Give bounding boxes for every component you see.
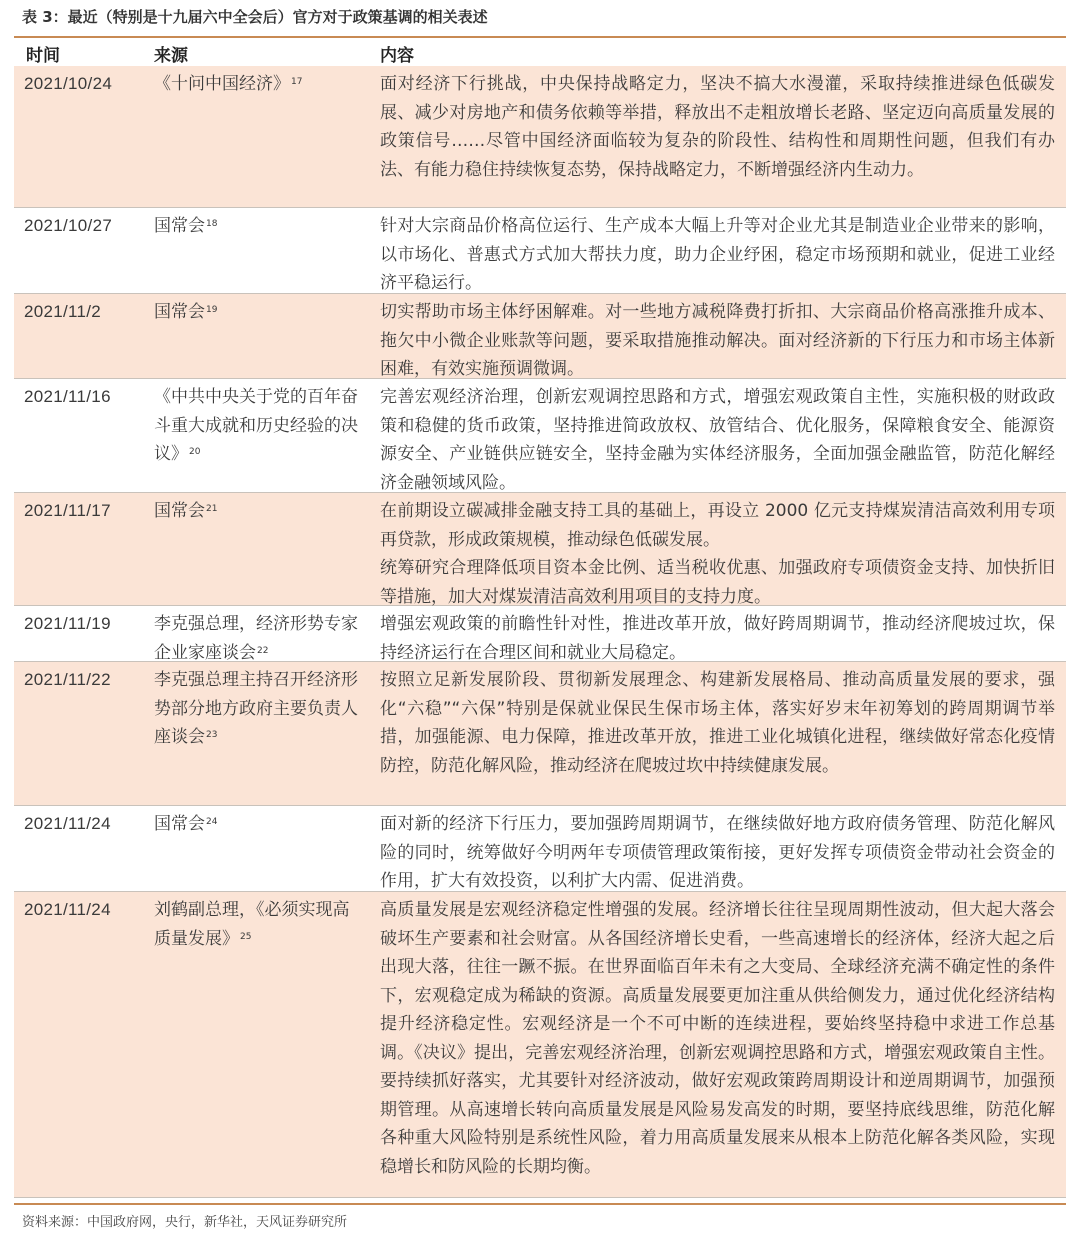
row-source: [154, 666, 364, 752]
row-source: [154, 70, 364, 99]
table-row: [14, 606, 1066, 662]
table-row: [14, 208, 1066, 294]
footnote-ref: 20: [189, 447, 201, 457]
row-time: 2021/10/24: [24, 74, 113, 93]
content-paragraph: 完善宏观经济治理，创新宏观调控思路和方式，增强宏观政策自主性，实施积极的财政政策和稳健的货币政策，坚持推进简政放权、放管结合、优化服务，保障粮食安全、能源资源安全、产业链供应链安全，坚持金融为实体经济服务，全面加强金融监管，防范化解经济金融领域风险。: [380, 387, 1055, 493]
source-footnote: 资料来源：中国政府网，央行，新华社，天风证券研究所: [22, 1215, 348, 1230]
table-row: [14, 493, 1066, 606]
row-content: [380, 610, 1055, 667]
row-source: [154, 298, 364, 327]
row-time: 2021/11/24: [24, 900, 111, 919]
content-paragraph: 面对经济下行挑战，中央保持战略定力，坚决不搞大水漫灌，采取持续推进绿色低碳发展、减少对房地产和债务依赖等举措，释放出不走粗放增长老路、坚定迈向高质量发展的政策信号……尽管中国经济面临较为复杂的阶段性、结构性和周期性问题，但我们有办法、有能力稳住持续恢复态势，保持战略定力，不断增强经济内生动力。: [380, 74, 1055, 180]
content-paragraph: 统筹研究合理降低项目资本金比例、适当税收优惠、加强政府专项债资金支持、加快折旧等措施，加大对煤炭清洁高效利用项目的支持力度。: [380, 558, 1055, 607]
row-time: 2021/11/17: [24, 501, 111, 520]
footnote-ref: 23: [206, 730, 218, 740]
row-source-text: 国常会: [154, 501, 205, 521]
row-source-text: 国常会: [154, 302, 205, 322]
table-row: [14, 379, 1066, 493]
row-time: 2021/11/19: [24, 614, 111, 633]
content-paragraph: 按照立足新发展阶段、贯彻新发展理念、构建新发展格局、推动高质量发展的要求，强化“六稳”“六保”特别是保就业保民生保市场主体，落实好岁末年初筹划的跨周期调节举措，加强能源、电力保障，推进改革开放，推进工业化城镇化进程，继续做好常态化疫情防控，防范化解风险，推动经济在爬坡过坎中持续健康发展。: [380, 670, 1055, 776]
row-content: [380, 497, 1055, 611]
content-paragraph: 针对大宗商品价格高位运行、生产成本大幅上升等对企业尤其是制造业企业带来的影响，以市场化、普惠式方式加大帮扶力度，助力企业纾困，稳定市场预期和就业，促进工业经济平稳运行。: [380, 216, 1055, 293]
row-time: 2021/11/24: [24, 814, 111, 833]
header-source: 来源: [154, 46, 188, 66]
row-content: [380, 896, 1055, 1181]
row-content: [380, 298, 1055, 384]
row-time: 2021/11/22: [24, 670, 111, 689]
footnote-ref: 18: [206, 219, 218, 229]
table-row: [14, 662, 1066, 806]
footnote-ref: 25: [240, 931, 252, 942]
table-row: [14, 892, 1066, 1198]
table-bottom-rule: [14, 1203, 1066, 1205]
table-caption: 表 3：最近（特别是十九届六中全会后）官方对于政策基调的相关表述: [22, 8, 488, 26]
footnote-ref: 17: [291, 77, 303, 87]
row-source-text: 国常会: [154, 216, 205, 236]
footnote-ref: 19: [206, 305, 218, 315]
header-time: 时间: [26, 46, 60, 66]
row-source: [154, 610, 364, 667]
row-time: 2021/11/16: [24, 387, 111, 406]
content-paragraph: 切实帮助市场主体纾困解难。对一些地方减税降费打折扣、大宗商品价格高涨推升成本、拖欠中小微企业账款等问题，要采取措施推动解决。面对经济新的下行压力和市场主体新困难，有效实施预调微调。: [380, 302, 1055, 379]
row-source: [154, 497, 364, 526]
footnote-ref: 24: [206, 817, 218, 827]
table-row: [14, 806, 1066, 892]
table-header: [14, 36, 1066, 68]
content-paragraph: 增强宏观政策的前瞻性针对性，推进改革开放，做好跨周期调节，推动经济爬坡过坎，保持经济运行在合理区间和就业大局稳定。: [380, 614, 1055, 663]
row-time: 2021/10/27: [24, 216, 113, 235]
row-content: [380, 666, 1055, 780]
row-content: [380, 212, 1055, 298]
row-source-text: 《十问中国经济》: [154, 74, 290, 94]
row-content: [380, 810, 1055, 896]
footnote-ref: 22: [257, 645, 269, 656]
row-time: 2021/11/2: [24, 302, 102, 321]
table-row: [14, 294, 1066, 379]
row-source: [154, 383, 364, 469]
row-source: [154, 810, 364, 839]
row-source: [154, 212, 364, 241]
row-source-text: 刘鹤副总理，《必须实现高质量发展》: [154, 900, 350, 949]
content-paragraph: 面对新的经济下行压力，要加强跨周期调节，在继续做好地方政府债务管理、防范化解风险的同时，统筹做好今明两年专项债管理政策衔接，更好发挥专项债资金带动社会资金的作用，扩大有效投资，以利扩大内需、促进消费。: [380, 814, 1055, 891]
content-paragraph: 在前期设立碳减排金融支持工具的基础上，再设立 2000 亿元支持煤炭清洁高效利用专项再贷款，形成政策规模，推动绿色低碳发展。: [380, 501, 1055, 550]
row-source-text: 李克强总理，经济形势专家企业家座谈会: [154, 614, 358, 663]
table-row: [14, 66, 1066, 208]
row-content: [380, 383, 1055, 497]
row-content: [380, 70, 1055, 184]
row-source-text: 《中共中央关于党的百年奋斗重大成就和历史经验的决议》: [154, 387, 358, 464]
content-paragraph: 高质量发展是宏观经济稳定性增强的发展。经济增长往往呈现周期性波动，但大起大落会破坏生产要素和社会财富。从各国经济增长史看，一些高速增长的经济体，经济大起之后出现大落，往往一蹶不振。在世界面临百年未有之大变局、全球经济充满不确定性的条件下，宏观稳定成为稀缺的资源。高质量发展要更加注重从供给侧发力，通过优化经济结构提升经济稳定性。宏观经济是一个不可中断的连续进程，要始终坚持稳中求进工作总基调。《决议》提出，完善宏观经济治理，创新宏观调控思路和方式，增强宏观政策自主性。要持续抓好落实，尤其要针对经济波动，做好宏观政策跨周期设计和逆周期调节，加强预期管理。从高速增长转向高质量发展是风险易发高发的时期，要坚持底线思维，防范化解各种重大风险特别是系统性风险，着力用高质量发展来从根本上防范化解各类风险，实现稳增长和防风险的长期均衡。: [380, 900, 1055, 1177]
row-source-text: 国常会: [154, 814, 205, 834]
footnote-ref: 21: [206, 504, 218, 514]
header-content: 内容: [380, 46, 414, 66]
row-source: [154, 896, 364, 953]
row-source-text: 李克强总理主持召开经济形势部分地方政府主要负责人座谈会: [154, 670, 358, 747]
